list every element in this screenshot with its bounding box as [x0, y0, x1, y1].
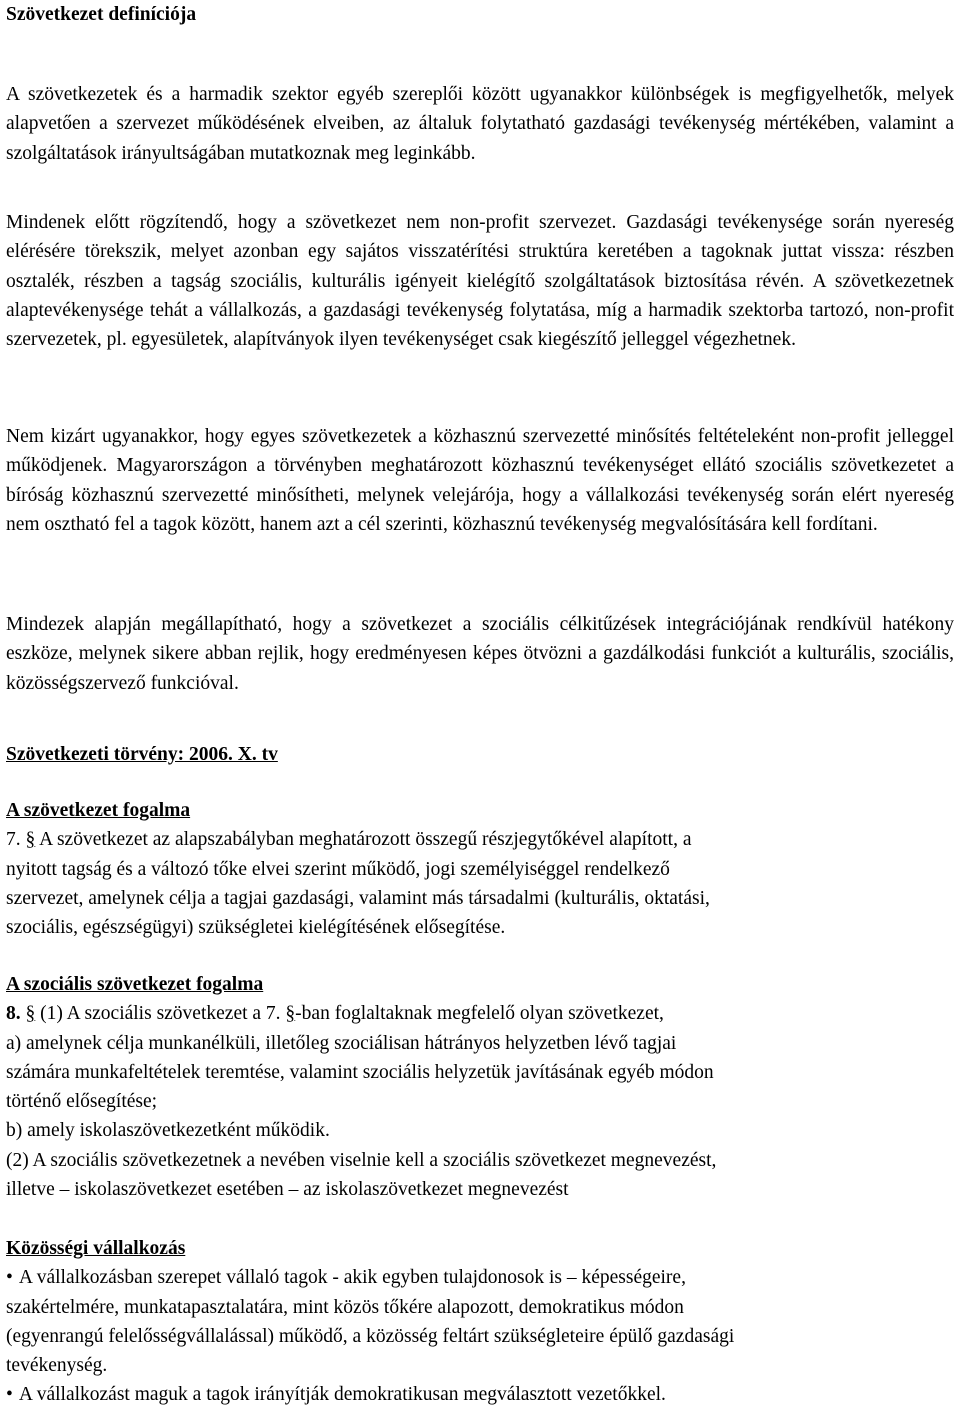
- section-line: történő elősegítése;: [6, 1091, 158, 1113]
- section-text: -ban foglaltaknak megfelelő olyan szövetkezet,: [295, 1003, 664, 1025]
- section-cooperative-definition: [6, 796, 954, 942]
- law-heading: Szövetkezeti törvény: 2006. X. tv: [6, 744, 278, 765]
- list-item-text: A vállalkozást maguk a tagok irányítják demokratikusan megválasztott vezetőkkel.: [18, 1384, 666, 1406]
- section-social-cooperative-definition: [6, 970, 954, 1204]
- section-community-enterprise: [6, 1234, 954, 1410]
- section-line: a) amelynek célja munkanélküli, illetőleg szociálisan hátrányos helyzetben lévő tagjai: [6, 1032, 677, 1054]
- section-line: b) amely iskolaszövetkezetként működik.: [6, 1120, 330, 1142]
- section-text: (1) A szociális szövetkezet a 7.: [40, 1003, 281, 1025]
- section-heading: A szociális szövetkezet fogalma: [6, 974, 264, 995]
- list-item-text: A vállalkozásban szerepet vállaló tagok - akik egyben tulajdonosok is – képességeire,: [18, 1267, 686, 1289]
- section-sign: §: [25, 1003, 36, 1025]
- list-item-line: szakértelmére, munkatapasztalatára, mint közös tőkére alapozott, demokratikus módon: [6, 1296, 684, 1318]
- section-line: [6, 825, 954, 854]
- section-text: A szövetkezet az alapszabályban meghatározott összegű részjegytőkével alapított, a: [39, 829, 692, 851]
- section-line: (2) A szociális szövetkezetnek a nevében viselnie kell a szociális szövetkezet megnevezést,: [6, 1149, 717, 1171]
- section-heading: A szövetkezet fogalma: [6, 800, 191, 821]
- section-sign: §: [285, 1003, 296, 1025]
- bullet-icon: •: [6, 1267, 13, 1289]
- section-heading: Közösségi vállalkozás: [6, 1238, 186, 1259]
- section-line: nyitott tagság és a változó tőke elvei szerint működő, jogi személyiséggel rendelkező: [6, 858, 670, 880]
- section-sign: §: [25, 829, 36, 851]
- list-item: [6, 1263, 954, 1292]
- section-line: [6, 999, 954, 1028]
- list-item-line: tevékenység.: [6, 1355, 108, 1377]
- paragraph-summary: Mindezek alapján megállapítható, hogy a szövetkezet a szociális célkitűzések integrációjának rendkívül hatékony eszköze, melynek sikere abban rejlik, hogy eredményesen képes ötvözni a gazdálkodási funkciót a kulturális, szociális, közösségszervező funkcióval.: [6, 614, 954, 694]
- page-title: Szövetkezet definíciója: [6, 4, 197, 25]
- paragraph-not-nonprofit: Mindenek előtt rögzítendő, hogy a szövetkezet nem non-profit szervezet. Gazdasági tevékenysége során nyereség elérésére törekszik, melyet azonban egy sajátos visszatérítési struktúra keretében a tagoknak juttat vissza: részben osztalék, részben a tagság szociális, kulturális igényeit kielégítő szolgáltatások biztosítása révén. A szövetkezetnek alaptevékenysége tehát a vállalkozás, a gazdasági tevékenység folytatása, míg a harmadik szektorba tartozó, non-profit szervezetek, pl. egyesületek, alapítványok ilyen tevékenységet csak kiegészítő jelleggel végezhetnek.: [6, 212, 954, 351]
- paragraph-number: 7.: [6, 829, 21, 851]
- paragraph-differences: A szövetkezetek és a harmadik szektor egyéb szereplői között ugyanakkor különbségek is megfigyelhetők, melyek alapvetően a szervezet működésének elveiben, az általuk folytatható gazdasági tevékenység mértékében, valamint a szolgáltatások irányultságában mutatkoznak meg leginkább.: [6, 84, 954, 164]
- paragraph-public-benefit: Nem kizárt ugyanakkor, hogy egyes szövetkezetek a közhasznú szervezetté minősítés feltételeként non-profit jelleggel működjenek. Magyarországon a törvényben meghatározott közhasznú tevékenységet ellátó szociális szövetkezetet a bíróság közhasznú szervezetté minősítheti, melynek velejárója, hogy a vállalkozási tevékenység során elért nyereség nem osztható fel a tagok között, hanem azt a cél szerinti, közhasznú tevékenység megvalósítására kell fordítani.: [6, 426, 954, 535]
- paragraph-number: 8.: [6, 1003, 21, 1025]
- list-item-line: (egyenrangú felelősségvállalással) működő, a közösség feltárt szükségleteire épülő gazdasági: [6, 1325, 735, 1347]
- section-line: szervezet, amelynek célja a tagjai gazdasági, valamint más társadalmi (kulturális, oktatási,: [6, 887, 710, 909]
- bullet-icon: •: [6, 1384, 13, 1406]
- section-line: szociális, egészségügyi) szükségletei kielégítésének elősegítése.: [6, 917, 506, 939]
- section-line: illetve – iskolaszövetkezet esetében – az iskolaszövetkezet megnevezést: [6, 1179, 569, 1201]
- section-line: számára munkafeltételek teremtése, valamint szociális helyzetük javításának egyéb módon: [6, 1061, 714, 1083]
- list-item: [6, 1380, 954, 1409]
